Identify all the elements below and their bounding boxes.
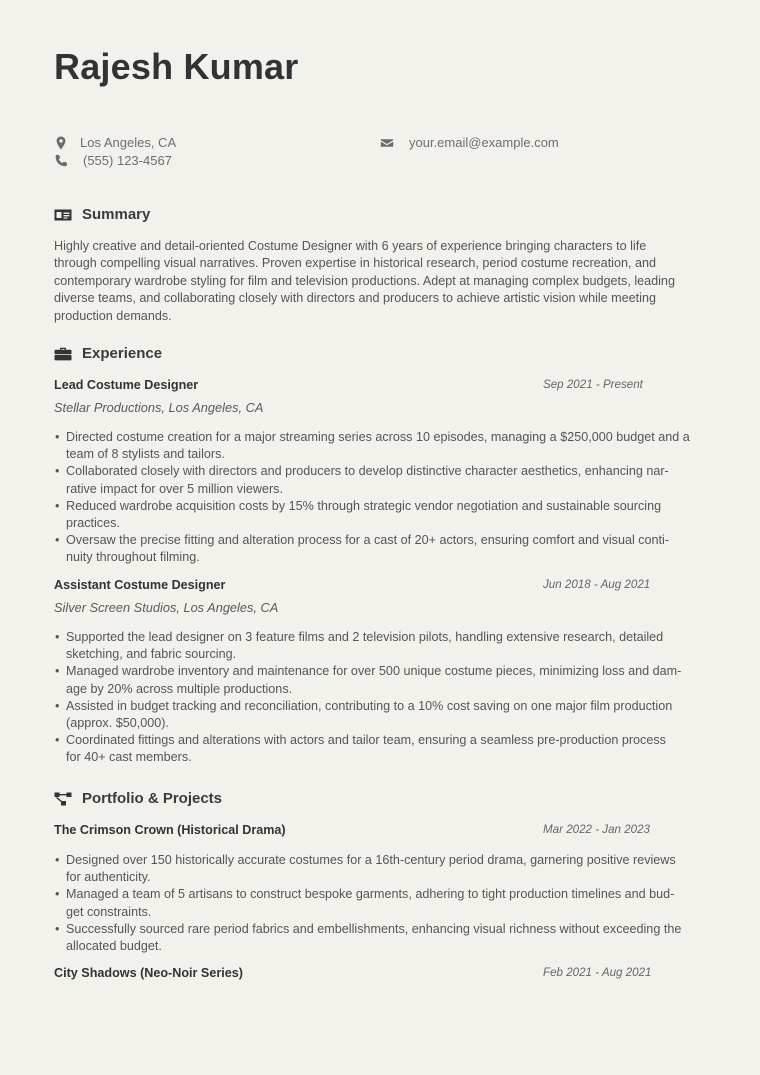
phone-text: (555) 123-4567 xyxy=(83,153,172,168)
envelope-icon xyxy=(380,136,394,150)
bullet-item: • Assisted in budget tracking and reconciliation, contributing to a 10% cost saving on one major film production (approx. $50,000). xyxy=(54,698,714,732)
job-title: Lead Costume Designer xyxy=(54,378,199,392)
bullet-item: • Supported the lead designer on 3 feature films and 2 television pilots, handling extensive research, detailed sketching, and fabric sourcing. xyxy=(54,629,714,663)
job-date: Jun 2018 - Aug 2021 xyxy=(543,578,651,591)
job-company: Silver Screen Studios, Los Angeles, CA xyxy=(54,600,279,615)
briefcase-icon xyxy=(54,347,72,361)
id-card-icon xyxy=(54,208,72,222)
bullet-item: • Successfully sourced rare period fabrics and embellishments, enhancing visual richness without exceeding the allocated budget. xyxy=(54,921,714,955)
bullet-item: • Coordinated fittings and alterations with actors and tailor team, ensuring a seamless pre-production process for 40+ cast members. xyxy=(54,732,714,766)
summary-line: contemporary wardrobe styling for film and television productions. Adept at managing complex budgets, leading xyxy=(54,273,675,288)
job-date: Sep 2021 - Present xyxy=(543,378,643,391)
job-company: Stellar Productions, Los Angeles, CA xyxy=(54,400,264,415)
bullet-item: • Designed over 150 historically accurate costumes for a 16th-century period drama, garnering positive reviews for authenticity. xyxy=(54,852,714,886)
bullet-item: • Oversaw the precise fitting and alteration process for a cast of 20+ actors, ensuring comfort and visual conti- nuity throughout filming. xyxy=(54,532,714,566)
portfolio-heading xyxy=(54,790,222,807)
summary-line: Highly creative and detail-oriented Costume Designer with 6 years of experience bringing characters to life xyxy=(54,239,647,253)
project-date: Mar 2022 - Jan 2023 xyxy=(543,823,650,836)
project-title: City Shadows (Neo-Noir Series) xyxy=(54,966,243,980)
bullet-item: • Directed costume creation for a major streaming series across 10 episodes, managing a $250,000 budget and a team of 8 stylists and tailors. xyxy=(54,429,714,463)
summary-heading-label: Summary xyxy=(82,206,151,223)
contact-email xyxy=(380,135,559,150)
email-text[interactable]: your.email@example.com xyxy=(409,135,559,150)
summary-line: production demands. xyxy=(54,308,172,323)
experience-heading-label: Experience xyxy=(82,345,163,362)
project-title: The Crimson Crown (Historical Drama) xyxy=(54,823,286,837)
experience-heading xyxy=(54,345,162,362)
project-diagram-icon xyxy=(54,792,72,806)
bullet-item: • Managed a team of 5 artisans to construct bespoke garments, adhering to tight production timelines and bud- get constraints. xyxy=(54,886,714,920)
summary-line: through compelling visual narratives. Proven expertise in historical research, period costume recreation, and xyxy=(54,256,657,271)
location-text: Los Angeles, CA xyxy=(80,135,177,150)
map-pin-icon xyxy=(54,136,68,150)
job-bullets xyxy=(54,429,714,567)
summary-heading xyxy=(54,206,150,223)
contact-location xyxy=(54,135,176,150)
portfolio-heading-label: Portfolio & Projects xyxy=(82,790,223,807)
bullet-item: • Managed wardrobe inventory and maintenance for over 500 unique costume pieces, minimizing loss and dam- age by 20% across multiple productions. xyxy=(54,663,714,697)
summary-line: diverse teams, and collaborating closely with directors and producers to achieve artistic vision while meeting xyxy=(54,291,656,306)
project-date: Feb 2021 - Aug 2021 xyxy=(543,966,652,979)
candidate-name: Rajesh Kumar xyxy=(54,46,299,87)
summary-text xyxy=(54,238,714,325)
phone-icon xyxy=(54,154,68,168)
bullet-item: • Reduced wardrobe acquisition costs by 15% through strategic vendor negotiation and sustainable sourcing practices. xyxy=(54,498,714,532)
bullet-item: • Collaborated closely with directors and producers to develop distinctive character aesthetics, enhancing nar- rative impact for over 5 million viewers. xyxy=(54,463,714,497)
contact-phone xyxy=(54,153,172,168)
job-title: Assistant Costume Designer xyxy=(54,578,226,592)
job-bullets xyxy=(54,629,714,767)
project-bullets xyxy=(54,852,714,955)
